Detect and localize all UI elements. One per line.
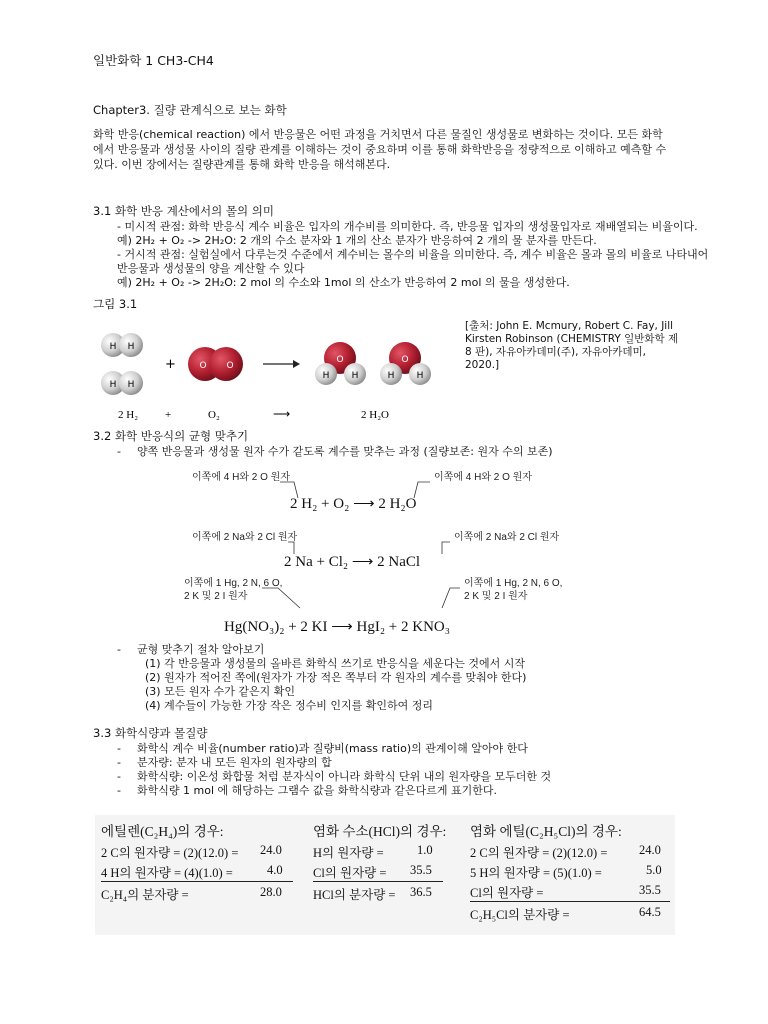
svg-text:이쪽에 4 H와 2 O 원자: 이쪽에 4 H와 2 O 원자 [192, 472, 290, 483]
svg-text:이쪽에 2 Na와 2 Cl 원자: 이쪽에 2 Na와 2 Cl 원자 [454, 532, 560, 543]
svg-text:H: H [127, 342, 135, 352]
equation-2: 2 Na + Cl₂ ⟶ 2 NaCl [284, 554, 421, 570]
s32-step-3: (3) 모든 원자 수가 같은지 확인 [145, 685, 295, 698]
svg-text:이쪽에 1 Hg, 2 N, 6 O,: 이쪽에 1 Hg, 2 N, 6 O, [184, 578, 283, 589]
ethylene-title: 에틸렌(C₂H₄)의 경우: [101, 824, 224, 839]
svg-text:2 K 및 2 I 원자: 2 K 및 2 I 원자 [464, 591, 528, 602]
svg-text:⟶: ⟶ [273, 407, 291, 421]
svg-text:H: H [351, 371, 359, 381]
s33-bullet-2: 분자량: 분자 내 모든 원자의 원자량의 합 [137, 756, 332, 769]
svg-text:O: O [226, 361, 234, 371]
h2-molecule-top [101, 333, 143, 357]
figure-3-1-label: 그림 3.1 [93, 297, 138, 311]
svg-text:O: O [199, 361, 207, 371]
svg-text:+: + [165, 409, 172, 421]
section-3-1-heading: 3.1 화학 반응 계산에서의 몰의 의미 [93, 204, 274, 218]
svg-text:2 K 및 2 I 원자: 2 K 및 2 I 원자 [184, 591, 248, 602]
chapter-title: Chapter3. 질량 관계식으로 보는 화학 [93, 103, 287, 117]
h2-molecule-bottom [101, 371, 143, 395]
equation-1: 2 H₂ + O₂ ⟶ 2 H₂O [290, 496, 417, 512]
svg-text:O: O [336, 355, 344, 365]
svg-text:H: H [109, 380, 117, 390]
svg-text:이쪽에 4 H와 2 O 원자: 이쪽에 4 H와 2 O 원자 [434, 472, 532, 483]
h2o-molecule-2 [380, 342, 431, 385]
svg-text:H: H [416, 371, 424, 381]
svg-text:이쪽에 2 Na와 2 Cl 원자: 이쪽에 2 Na와 2 Cl 원자 [192, 532, 298, 543]
ethyl-chloride-total: C₂H₅Cl의 분자량 = [470, 908, 570, 922]
s31-line-3: - 거시적 관점: 실험실에서 다루는것 수준에서 계수비는 몰수의 비율을 의미한다. 즉, 계수 비율은 몰과 몰의 비율로 나타내어 [117, 248, 709, 261]
plus-sign: + [165, 357, 176, 372]
document-title: 일반화학 1 CH3-CH4 [93, 53, 214, 68]
s32-bullet-2: 균형 맞추기 절차 알아보기 [137, 643, 265, 656]
section-3-3-heading: 3.3 화학식량과 몰질량 [93, 726, 208, 740]
balancing-equations-figure [180, 468, 580, 638]
svg-text:H: H [109, 342, 117, 352]
molecular-weight-table: 에틸렌(C₂H₄)의 경우: 2 C의 원자량 = (2)(12.0) = 24.0 4 H의 원자량 = (4)(1.0) = 4.0 C₂H₄의 분자량 = 28.0 염화 수소(HCl)의 경우: H의 원자량 = 1.0 Cl의 원자량 = 35.5 HCl의 분자량 = 36.5 염화 에틸(C₂H₅Cl)의 경우: 2 C의 원자량 = (2)(12.0) = 24.0 5 H의 원자량 = (5)(1.0) = 5.0 Cl의 원자량 = 35.5 C₂H₅Cl의 분자량 = 64.5 [95, 815, 675, 935]
o2-molecule [188, 347, 243, 381]
s31-line-5: 예) 2H₂ + O₂ -> 2H₂O: 2 mol 의 수소와 1mol 의 산소가 반응하여 2 mol 의 물을 생성한다. [117, 276, 570, 289]
chapter-intro: 화학 반응(chemical reaction) 에서 반응물은 어떤 과정을 거치면서 다른 물질인 생성물로 변화하는 것이다. 모든 화학에서 반응물과 생성물 사이의 질량 관계를 이해하는 것이 중요하며 이를 통해 화학반응을 정량적으로 이해하고 예측할 수 있다. 이번 장에서는 질량관계를 통해 화학 반응을 해석해본다. [93, 128, 667, 171]
s32-step-2: (2) 원자가 적어진 쪽에(원자가 가장 적은 쪽부터 각 원자의 계수를 맞춰야 한다) [145, 671, 527, 684]
section-3-2-heading: 3.2 화학 반응식의 균형 맞추기 [93, 429, 249, 443]
s32-bullet-1-dash: - [117, 445, 121, 458]
hcl-title: 염화 수소(HCl)의 경우: [313, 824, 447, 839]
s31-line-4: 반응물과 생성물의 양을 계산할 수 있다 [117, 262, 305, 275]
s33-bullet-3: 화학식량: 이온성 화합물 처럼 분자식이 아니라 화학식 단위 내의 원자량을 모두더한 것 [137, 770, 552, 783]
svg-text:이쪽에 1 Hg, 2 N, 6 O,: 이쪽에 1 Hg, 2 N, 6 O, [464, 578, 563, 589]
label-2h2o: 2 H₂O [361, 409, 389, 421]
svg-text:H: H [322, 371, 330, 381]
ethylene-total: C₂H₄의 분자량 = [101, 888, 189, 902]
ethyl-chloride-title: 염화 에틸(C₂H₅Cl)의 경우: [470, 824, 622, 839]
label-o2: O₂ [208, 409, 220, 421]
s31-line-1: - 미시적 관점: 화학 반응식 계수 비율은 입자의 개수비를 의미한다. 즉, 반응물 입자의 생성물입자로 재배열되는 비율이다. [117, 220, 698, 233]
s33-bullet-1: 화학식 계수 비율(number ratio)과 질량비(mass ratio)의 관계이해 알아야 한다 [137, 742, 528, 755]
s32-step-4: (4) 계수들이 가능한 가장 작은 정수비 인지를 확인하여 정리 [145, 699, 433, 712]
equation-3: Hg(NO₃)₂ + 2 KI ⟶ HgI₂ + 2 KNO₃ [224, 619, 450, 635]
s33-bullet-4: 화학식량 1 mol 에 해당하는 그램수 값을 화학식량과 같은다르게 표기한다. [137, 784, 497, 797]
svg-text:O: O [401, 355, 409, 365]
s31-line-2: 예) 2H₂ + O₂ -> 2H₂O: 2 개의 수소 분자와 1 개의 산소 분자가 반응하여 2 개의 물 분자를 만든다. [117, 234, 597, 247]
figure-citation: [출처: John E. Mcmury, Robert C. Fay, Jill Kirsten Robinson (CHEMISTRY 일반화학 제 8 판), 자유아카데미(주), 자유아카데미, 2020.] [465, 320, 679, 371]
svg-text:H: H [127, 380, 135, 390]
label-2h2: 2 H₂ [118, 409, 139, 421]
s32-step-1: (1) 각 반응물과 생성물의 올바른 화학식 쓰기로 반응식을 세운다는 것에서 시작 [145, 657, 525, 670]
figure-3-1-molecules [93, 318, 453, 426]
hcl-total: HCl의 분자량 = [313, 888, 396, 902]
svg-text:H: H [387, 371, 395, 381]
h2o-molecule-1 [315, 342, 366, 385]
s32-bullet-1: 양쪽 반응물과 생성물 원자 수가 같도록 계수를 맞추는 과정 (질량보존: 원자 수의 보존) [137, 445, 553, 458]
